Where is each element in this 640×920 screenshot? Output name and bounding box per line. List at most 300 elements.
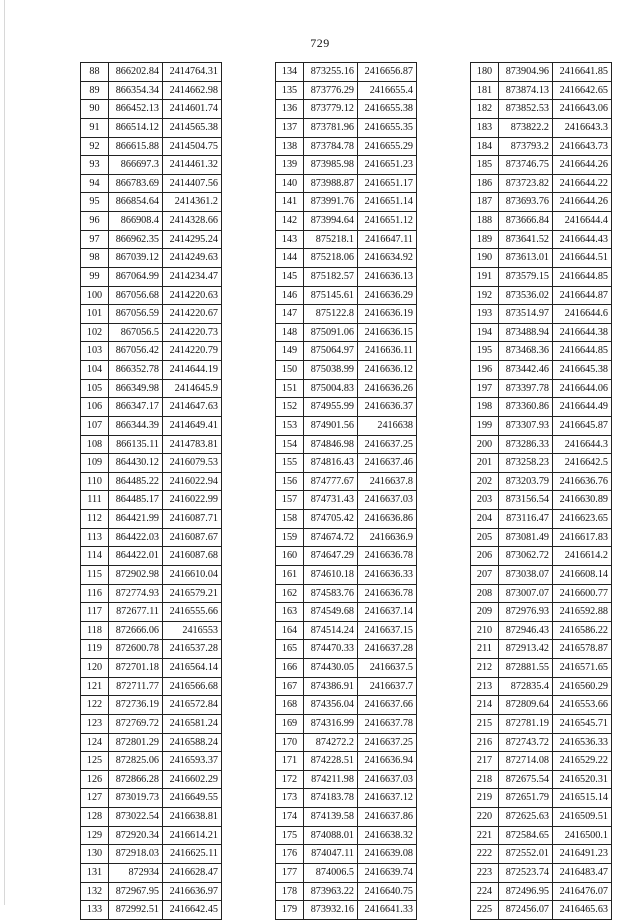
y-coordinate-cell: 2416578.87 <box>553 640 612 659</box>
table-row <box>81 361 222 380</box>
y-coordinate-cell: 2414295.24 <box>163 230 222 249</box>
y-coordinate-cell: 2414764.31 <box>163 63 222 82</box>
y-coordinate-cell: 2416639.74 <box>358 863 417 882</box>
y-coordinate-cell: 2416655.38 <box>358 100 417 119</box>
point-number-cell: 190 <box>471 249 499 268</box>
table-row <box>276 286 417 305</box>
point-number-cell: 213 <box>471 677 499 696</box>
x-coordinate-cell: 874386.91 <box>304 677 358 696</box>
point-number-cell: 152 <box>276 398 304 417</box>
x-coordinate-cell: 874674.72 <box>304 528 358 547</box>
table-row <box>276 603 417 622</box>
y-coordinate-cell: 2416644.51 <box>553 249 612 268</box>
table-row <box>471 342 612 361</box>
x-coordinate-cell: 873116.47 <box>499 510 553 529</box>
point-number-cell: 212 <box>471 659 499 678</box>
y-coordinate-cell: 2416644.87 <box>553 286 612 305</box>
point-number-cell: 131 <box>81 863 109 882</box>
x-coordinate-cell: 872666.06 <box>109 621 163 640</box>
table-row <box>81 510 222 529</box>
x-coordinate-cell: 866354.34 <box>109 81 163 100</box>
point-number-cell: 97 <box>81 230 109 249</box>
x-coordinate-cell: 867056.59 <box>109 305 163 324</box>
table-row <box>81 156 222 175</box>
table-row <box>471 565 612 584</box>
y-coordinate-cell: 2416636.12 <box>358 361 417 380</box>
x-coordinate-cell: 874647.29 <box>304 547 358 566</box>
table-row <box>81 696 222 715</box>
point-number-cell: 89 <box>81 81 109 100</box>
y-coordinate-cell: 2416649.55 <box>163 789 222 808</box>
table-row <box>276 826 417 845</box>
x-coordinate-cell: 873723.82 <box>499 174 553 193</box>
table-row <box>81 603 222 622</box>
y-coordinate-cell: 2416636.19 <box>358 305 417 324</box>
x-coordinate-cell: 872918.03 <box>109 845 163 864</box>
x-coordinate-cell: 875122.8 <box>304 305 358 324</box>
y-coordinate-cell: 2414328.66 <box>163 212 222 231</box>
point-number-cell: 191 <box>471 267 499 286</box>
table-row <box>276 882 417 901</box>
x-coordinate-cell: 864422.03 <box>109 528 163 547</box>
y-coordinate-cell: 2416592.88 <box>553 603 612 622</box>
table-row <box>471 528 612 547</box>
point-number-cell: 216 <box>471 733 499 752</box>
x-coordinate-cell: 874183.78 <box>304 789 358 808</box>
y-coordinate-cell: 2416645.38 <box>553 361 612 380</box>
x-coordinate-cell: 866344.39 <box>109 416 163 435</box>
point-number-cell: 204 <box>471 510 499 529</box>
table-row <box>471 267 612 286</box>
x-coordinate-cell: 873307.93 <box>499 416 553 435</box>
point-number-cell: 157 <box>276 491 304 510</box>
point-number-cell: 189 <box>471 230 499 249</box>
x-coordinate-cell: 873852.53 <box>499 100 553 119</box>
point-number-cell: 148 <box>276 323 304 342</box>
y-coordinate-cell: 2416642.65 <box>553 81 612 100</box>
table-row <box>276 193 417 212</box>
point-number-cell: 134 <box>276 63 304 82</box>
point-number-cell: 109 <box>81 454 109 473</box>
point-number-cell: 153 <box>276 416 304 435</box>
x-coordinate-cell: 873579.15 <box>499 267 553 286</box>
point-number-cell: 175 <box>276 826 304 845</box>
y-coordinate-cell: 2416641.85 <box>553 63 612 82</box>
point-number-cell: 147 <box>276 305 304 324</box>
x-coordinate-cell: 873360.86 <box>499 398 553 417</box>
x-coordinate-cell: 873666.84 <box>499 212 553 231</box>
x-coordinate-cell: 874846.98 <box>304 435 358 454</box>
table-row <box>471 230 612 249</box>
x-coordinate-cell: 872677.11 <box>109 603 163 622</box>
point-number-cell: 132 <box>81 882 109 901</box>
point-number-cell: 128 <box>81 808 109 827</box>
point-number-cell: 121 <box>81 677 109 696</box>
table-row <box>276 584 417 603</box>
table-row <box>276 770 417 789</box>
y-coordinate-cell: 2416637.15 <box>358 621 417 640</box>
x-coordinate-cell: 867056.68 <box>109 286 163 305</box>
x-coordinate-cell: 872711.77 <box>109 677 163 696</box>
coordinate-table-3 <box>470 62 612 920</box>
y-coordinate-cell: 2416610.04 <box>163 565 222 584</box>
x-coordinate-cell: 866349.98 <box>109 379 163 398</box>
coordinate-table-2 <box>275 62 417 920</box>
table-row <box>81 472 222 491</box>
y-coordinate-cell: 2416537.28 <box>163 640 222 659</box>
x-coordinate-cell: 872523.74 <box>499 863 553 882</box>
table-row <box>276 863 417 882</box>
x-coordinate-cell: 873693.76 <box>499 193 553 212</box>
table-row <box>81 286 222 305</box>
table-row <box>81 398 222 417</box>
y-coordinate-cell: 2416553.66 <box>553 696 612 715</box>
point-number-cell: 177 <box>276 863 304 882</box>
x-coordinate-cell: 873536.02 <box>499 286 553 305</box>
x-coordinate-cell: 872835.4 <box>499 677 553 696</box>
x-coordinate-cell: 875064.97 <box>304 342 358 361</box>
point-number-cell: 200 <box>471 435 499 454</box>
x-coordinate-cell: 874705.42 <box>304 510 358 529</box>
y-coordinate-cell: 2416586.22 <box>553 621 612 640</box>
table-row <box>81 789 222 808</box>
table-row <box>276 733 417 752</box>
y-coordinate-cell: 2414220.79 <box>163 342 222 361</box>
y-coordinate-cell: 2416500.1 <box>553 826 612 845</box>
y-coordinate-cell: 2416638.81 <box>163 808 222 827</box>
point-number-cell: 218 <box>471 770 499 789</box>
table-row <box>471 882 612 901</box>
y-coordinate-cell: 2416636.78 <box>358 547 417 566</box>
point-number-cell: 88 <box>81 63 109 82</box>
y-coordinate-cell: 2416625.11 <box>163 845 222 864</box>
table-row <box>276 342 417 361</box>
x-coordinate-cell: 873286.33 <box>499 435 553 454</box>
point-number-cell: 133 <box>81 901 109 920</box>
y-coordinate-cell: 2414504.75 <box>163 137 222 156</box>
point-number-cell: 127 <box>81 789 109 808</box>
table-row <box>81 63 222 82</box>
y-coordinate-cell: 2416651.23 <box>358 156 417 175</box>
x-coordinate-cell: 866697.3 <box>109 156 163 175</box>
table-row <box>471 863 612 882</box>
x-coordinate-cell: 872781.19 <box>499 714 553 733</box>
y-coordinate-cell: 2414361.2 <box>163 193 222 212</box>
point-number-cell: 194 <box>471 323 499 342</box>
x-coordinate-cell: 874777.67 <box>304 472 358 491</box>
point-number-cell: 182 <box>471 100 499 119</box>
point-number-cell: 179 <box>276 901 304 920</box>
table-row <box>276 323 417 342</box>
table-row <box>81 826 222 845</box>
table-row <box>276 752 417 771</box>
point-number-cell: 107 <box>81 416 109 435</box>
y-coordinate-cell: 2416637.25 <box>358 435 417 454</box>
x-coordinate-cell: 874211.98 <box>304 770 358 789</box>
point-number-cell: 151 <box>276 379 304 398</box>
y-coordinate-cell: 2416636.11 <box>358 342 417 361</box>
table-row <box>471 118 612 137</box>
y-coordinate-cell: 2416637.86 <box>358 808 417 827</box>
y-coordinate-cell: 2416644.49 <box>553 398 612 417</box>
point-number-cell: 202 <box>471 472 499 491</box>
y-coordinate-cell: 2414662.98 <box>163 81 222 100</box>
table-row <box>81 547 222 566</box>
x-coordinate-cell: 875091.06 <box>304 323 358 342</box>
point-number-cell: 94 <box>81 174 109 193</box>
point-number-cell: 155 <box>276 454 304 473</box>
table-row <box>81 901 222 920</box>
point-number-cell: 208 <box>471 584 499 603</box>
y-coordinate-cell: 2416566.68 <box>163 677 222 696</box>
table-row <box>276 398 417 417</box>
x-coordinate-cell: 866854.64 <box>109 193 163 212</box>
x-coordinate-cell: 872934 <box>109 863 163 882</box>
table-row <box>81 193 222 212</box>
x-coordinate-cell: 872913.42 <box>499 640 553 659</box>
table-row <box>276 267 417 286</box>
x-coordinate-cell: 866908.4 <box>109 212 163 231</box>
y-coordinate-cell: 2416600.77 <box>553 584 612 603</box>
x-coordinate-cell: 874139.58 <box>304 808 358 827</box>
point-number-cell: 214 <box>471 696 499 715</box>
x-coordinate-cell: 867056.42 <box>109 342 163 361</box>
table-row <box>276 528 417 547</box>
y-coordinate-cell: 2416022.99 <box>163 491 222 510</box>
x-coordinate-cell: 873514.97 <box>499 305 553 324</box>
table-row <box>471 510 612 529</box>
x-coordinate-cell: 874610.18 <box>304 565 358 584</box>
y-coordinate-cell: 2416637.14 <box>358 603 417 622</box>
y-coordinate-cell: 2414645.9 <box>163 379 222 398</box>
x-coordinate-cell: 866135.11 <box>109 435 163 454</box>
y-coordinate-cell: 2416476.07 <box>553 882 612 901</box>
x-coordinate-cell: 866352.78 <box>109 361 163 380</box>
point-number-cell: 219 <box>471 789 499 808</box>
x-coordinate-cell: 874731.43 <box>304 491 358 510</box>
y-coordinate-cell: 2416545.71 <box>553 714 612 733</box>
x-coordinate-cell: 873203.79 <box>499 472 553 491</box>
x-coordinate-cell: 875218.1 <box>304 230 358 249</box>
x-coordinate-cell: 873081.49 <box>499 528 553 547</box>
x-coordinate-cell: 872801.29 <box>109 733 163 752</box>
point-number-cell: 154 <box>276 435 304 454</box>
y-coordinate-cell: 2416655.35 <box>358 118 417 137</box>
table-row <box>276 361 417 380</box>
point-number-cell: 140 <box>276 174 304 193</box>
y-coordinate-cell: 2416644.43 <box>553 230 612 249</box>
point-number-cell: 122 <box>81 696 109 715</box>
point-number-cell: 113 <box>81 528 109 547</box>
y-coordinate-cell: 2416581.24 <box>163 714 222 733</box>
point-number-cell: 221 <box>471 826 499 845</box>
x-coordinate-cell: 872825.06 <box>109 752 163 771</box>
point-number-cell: 186 <box>471 174 499 193</box>
y-coordinate-cell: 2416636.29 <box>358 286 417 305</box>
table-row <box>471 677 612 696</box>
point-number-cell: 130 <box>81 845 109 864</box>
table-row <box>276 174 417 193</box>
y-coordinate-cell: 2416087.68 <box>163 547 222 566</box>
point-number-cell: 193 <box>471 305 499 324</box>
y-coordinate-cell: 2414407.56 <box>163 174 222 193</box>
point-number-cell: 158 <box>276 510 304 529</box>
x-coordinate-cell: 873255.16 <box>304 63 358 82</box>
point-number-cell: 114 <box>81 547 109 566</box>
point-number-cell: 93 <box>81 156 109 175</box>
x-coordinate-cell: 874006.5 <box>304 863 358 882</box>
y-coordinate-cell: 2416636.86 <box>358 510 417 529</box>
point-number-cell: 195 <box>471 342 499 361</box>
point-number-cell: 104 <box>81 361 109 380</box>
x-coordinate-cell: 872625.63 <box>499 808 553 827</box>
point-number-cell: 95 <box>81 193 109 212</box>
y-coordinate-cell: 2416636.37 <box>358 398 417 417</box>
x-coordinate-cell: 874470.33 <box>304 640 358 659</box>
x-coordinate-cell: 864485.22 <box>109 472 163 491</box>
x-coordinate-cell: 872866.28 <box>109 770 163 789</box>
y-coordinate-cell: 2416636.33 <box>358 565 417 584</box>
x-coordinate-cell: 866962.35 <box>109 230 163 249</box>
table-row <box>471 826 612 845</box>
point-number-cell: 166 <box>276 659 304 678</box>
table-row <box>471 621 612 640</box>
y-coordinate-cell: 2414249.63 <box>163 249 222 268</box>
y-coordinate-cell: 2416637.46 <box>358 454 417 473</box>
y-coordinate-cell: 2416637.8 <box>358 472 417 491</box>
point-number-cell: 178 <box>276 882 304 901</box>
y-coordinate-cell: 2416640.75 <box>358 882 417 901</box>
y-coordinate-cell: 2416638.32 <box>358 826 417 845</box>
point-number-cell: 145 <box>276 267 304 286</box>
table-row <box>276 416 417 435</box>
point-number-cell: 156 <box>276 472 304 491</box>
table-row <box>276 547 417 566</box>
table-row <box>81 640 222 659</box>
table-row <box>471 323 612 342</box>
x-coordinate-cell: 873442.46 <box>499 361 553 380</box>
x-coordinate-cell: 866452.13 <box>109 100 163 119</box>
point-number-cell: 201 <box>471 454 499 473</box>
table-row <box>81 454 222 473</box>
point-number-cell: 100 <box>81 286 109 305</box>
point-number-cell: 146 <box>276 286 304 305</box>
y-coordinate-cell: 2416644.85 <box>553 342 612 361</box>
table-row <box>471 659 612 678</box>
y-coordinate-cell: 2416651.12 <box>358 212 417 231</box>
point-number-cell: 138 <box>276 137 304 156</box>
y-coordinate-cell: 2416520.31 <box>553 770 612 789</box>
table-row <box>471 416 612 435</box>
x-coordinate-cell: 872920.34 <box>109 826 163 845</box>
table-row <box>276 677 417 696</box>
y-coordinate-cell: 2414220.67 <box>163 305 222 324</box>
x-coordinate-cell: 873822.2 <box>499 118 553 137</box>
y-coordinate-cell: 2416614.2 <box>553 547 612 566</box>
x-coordinate-cell: 873019.73 <box>109 789 163 808</box>
x-coordinate-cell: 864422.01 <box>109 547 163 566</box>
y-coordinate-cell: 2414234.47 <box>163 267 222 286</box>
x-coordinate-cell: 874816.43 <box>304 454 358 473</box>
y-coordinate-cell: 2416087.67 <box>163 528 222 547</box>
y-coordinate-cell: 2416630.89 <box>553 491 612 510</box>
x-coordinate-cell: 872701.18 <box>109 659 163 678</box>
x-coordinate-cell: 872769.72 <box>109 714 163 733</box>
table-row <box>81 137 222 156</box>
point-number-cell: 172 <box>276 770 304 789</box>
y-coordinate-cell: 2416602.29 <box>163 770 222 789</box>
x-coordinate-cell: 875004.83 <box>304 379 358 398</box>
x-coordinate-cell: 872992.51 <box>109 901 163 920</box>
table-row <box>276 640 417 659</box>
table-row <box>471 100 612 119</box>
point-number-cell: 185 <box>471 156 499 175</box>
table-row <box>471 733 612 752</box>
x-coordinate-cell: 867056.5 <box>109 323 163 342</box>
table-row <box>471 454 612 473</box>
point-number-cell: 98 <box>81 249 109 268</box>
point-number-cell: 184 <box>471 137 499 156</box>
table-row <box>276 379 417 398</box>
y-coordinate-cell: 2416637.03 <box>358 770 417 789</box>
point-number-cell: 199 <box>471 416 499 435</box>
point-number-cell: 174 <box>276 808 304 827</box>
x-coordinate-cell: 867064.99 <box>109 267 163 286</box>
point-number-cell: 173 <box>276 789 304 808</box>
table-row <box>81 770 222 789</box>
table-row <box>81 435 222 454</box>
y-coordinate-cell: 2416637.7 <box>358 677 417 696</box>
table-row <box>81 733 222 752</box>
x-coordinate-cell: 872881.55 <box>499 659 553 678</box>
y-coordinate-cell: 2416572.84 <box>163 696 222 715</box>
x-coordinate-cell: 872714.08 <box>499 752 553 771</box>
table-row <box>471 137 612 156</box>
table-row <box>276 789 417 808</box>
point-number-cell: 224 <box>471 882 499 901</box>
table-row <box>471 752 612 771</box>
x-coordinate-cell: 873022.54 <box>109 808 163 827</box>
y-coordinate-cell: 2416651.14 <box>358 193 417 212</box>
point-number-cell: 176 <box>276 845 304 864</box>
point-number-cell: 143 <box>276 230 304 249</box>
point-number-cell: 108 <box>81 435 109 454</box>
table-row <box>276 305 417 324</box>
x-coordinate-cell: 874272.2 <box>304 733 358 752</box>
table-row <box>276 100 417 119</box>
point-number-cell: 197 <box>471 379 499 398</box>
x-coordinate-cell: 873007.07 <box>499 584 553 603</box>
point-number-cell: 126 <box>81 770 109 789</box>
point-number-cell: 164 <box>276 621 304 640</box>
table-row <box>81 342 222 361</box>
y-coordinate-cell: 2416483.47 <box>553 863 612 882</box>
x-coordinate-cell: 873038.07 <box>499 565 553 584</box>
table-row <box>81 323 222 342</box>
y-coordinate-cell: 2416022.94 <box>163 472 222 491</box>
y-coordinate-cell: 2416644.26 <box>553 156 612 175</box>
point-number-cell: 103 <box>81 342 109 361</box>
table-row <box>471 361 612 380</box>
point-number-cell: 206 <box>471 547 499 566</box>
table-row <box>471 789 612 808</box>
point-number-cell: 116 <box>81 584 109 603</box>
table-row <box>81 677 222 696</box>
y-coordinate-cell: 2416636.26 <box>358 379 417 398</box>
point-number-cell: 149 <box>276 342 304 361</box>
table-row <box>276 212 417 231</box>
point-number-cell: 168 <box>276 696 304 715</box>
